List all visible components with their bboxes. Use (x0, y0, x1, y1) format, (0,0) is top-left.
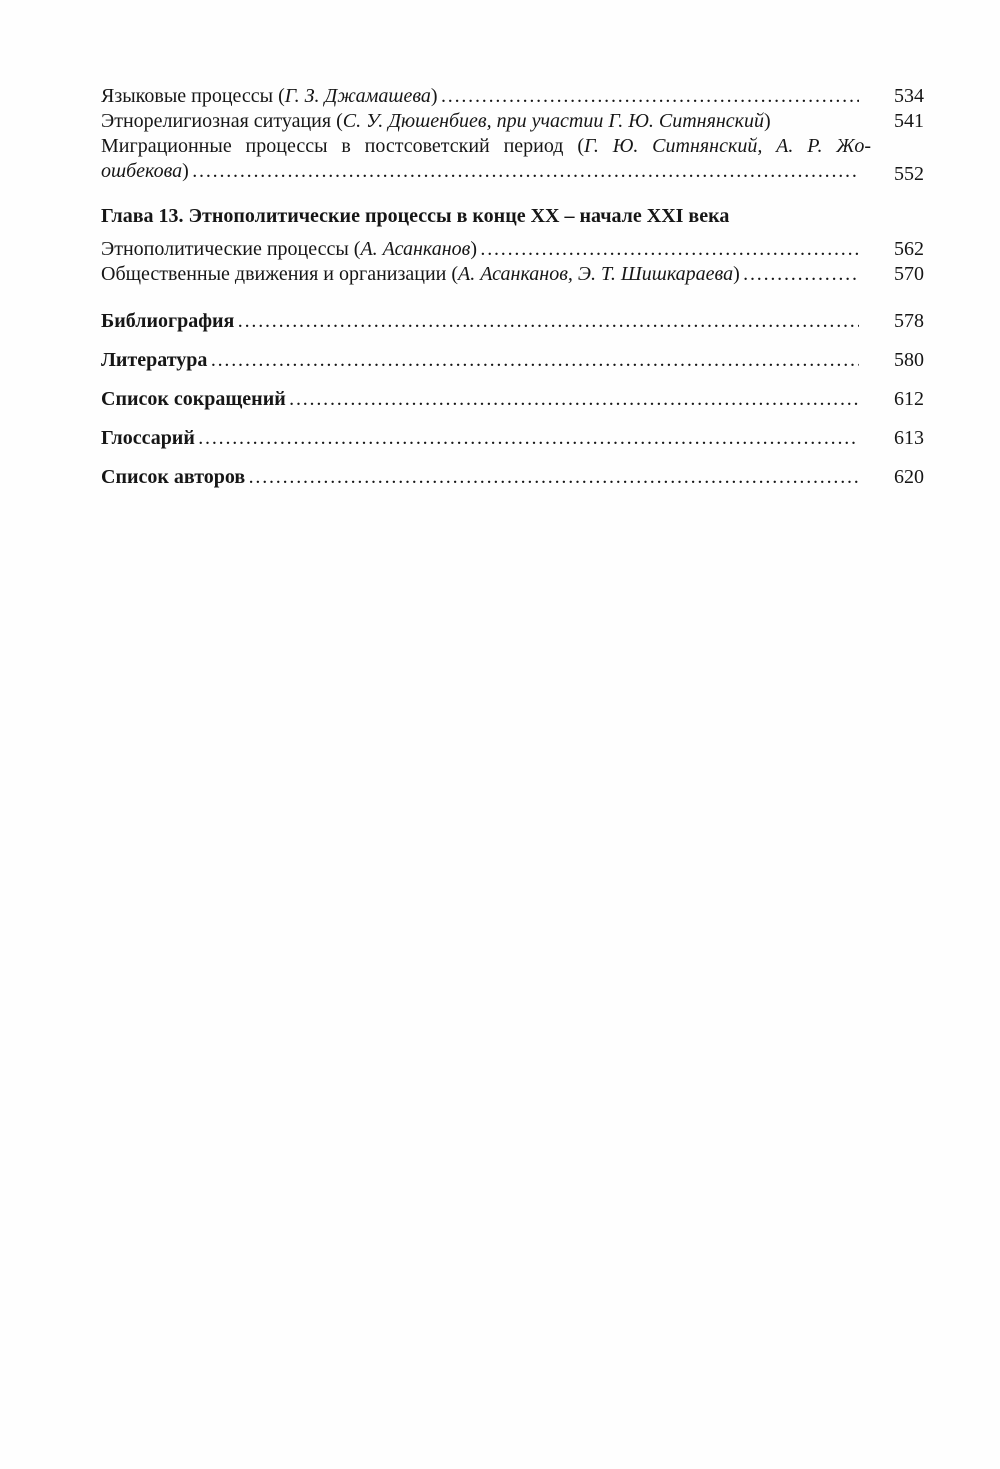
toc-section-title: Список авторов . . . (101, 465, 859, 490)
toc-entry-author: А. Асанканов, Э. Т. Шишкараева (458, 263, 734, 285)
toc-entry[interactable] (101, 237, 926, 262)
toc-section-page: 612 (894, 388, 924, 410)
toc-entry[interactable] (101, 109, 926, 134)
toc-entry-page: 562 (894, 238, 924, 260)
chapter-heading[interactable]: Глава 13. Этнополитические процессы в конце XX – начале XXI века (101, 205, 730, 227)
toc-section-title: Глоссарий . . . (101, 426, 859, 451)
toc-entry[interactable] (101, 134, 926, 184)
toc-entry-page: 570 (894, 263, 924, 285)
toc-entry-author: С. У. Дюшенбиев, при участии Г. Ю. Ситнянский (342, 110, 765, 132)
toc-section-page: 620 (894, 466, 924, 488)
toc-entry-page: 541 (894, 110, 924, 132)
toc-entry-title: Этнорелигиозная ситуация (С. У. Дюшенбиев, при участии Г. Ю. Ситнянский) (101, 110, 771, 132)
toc-section-page: 580 (894, 349, 924, 371)
toc-entry-page: 534 (894, 85, 924, 107)
toc-section-bibliography[interactable] (101, 309, 926, 334)
toc-section-title: Библиография . . . (101, 309, 859, 334)
toc-section-glossary[interactable] (101, 426, 926, 451)
toc-entry-page: 552 (894, 163, 924, 185)
toc-entry-title: Языковые процессы (Г. З. Джамашева) . . . (101, 84, 859, 109)
toc-section-page: 613 (894, 427, 924, 449)
toc-section-page: 578 (894, 310, 924, 332)
toc-entry[interactable] (101, 84, 926, 109)
toc-section-abbreviations[interactable] (101, 387, 926, 412)
toc-section-literature[interactable] (101, 348, 926, 373)
toc-section-authors[interactable] (101, 465, 926, 490)
toc-entry-author-cont: ошбекова (101, 160, 183, 182)
toc-entry-title: Этнополитические процессы (А. Асанканов) . . . (101, 237, 859, 262)
toc-entry-title-line2: ошбекова) . . . (101, 159, 859, 184)
toc-section-title: Литература . . . (101, 348, 859, 373)
table-of-contents (101, 84, 926, 490)
toc-section-title: Список сокращений . . . (101, 387, 859, 412)
toc-entry-title: Общественные движения и организации (А. Асанканов, Э. Т. Шишкараева) . . . (101, 262, 859, 287)
toc-entry-author: Г. З. Джамашева (284, 85, 431, 107)
toc-entry[interactable] (101, 262, 926, 287)
toc-entry-author: Г. Ю. Ситнянский, А. Р. Жо- (583, 135, 872, 157)
toc-entry-title-line1: Миграционные процессы в постсоветский период (Г. Ю. Ситнянский, А. Р. Жо- (101, 135, 872, 157)
toc-entry-author: А. Асанканов (360, 238, 471, 260)
